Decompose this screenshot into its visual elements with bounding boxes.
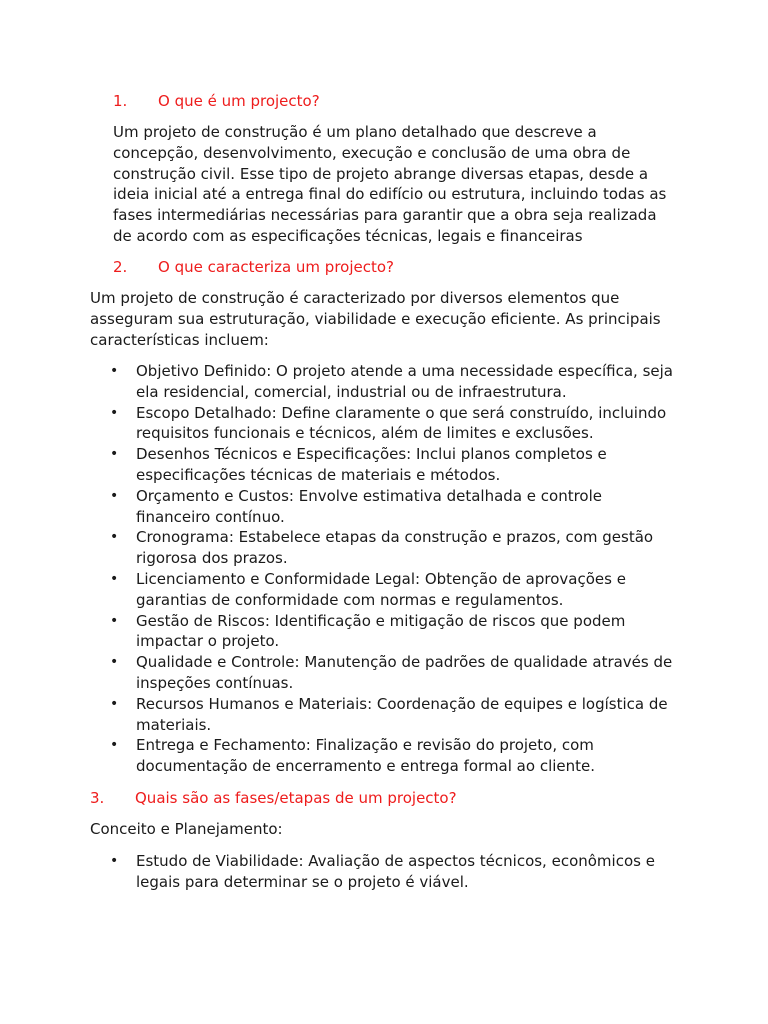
bullet-icon: •	[110, 612, 119, 629]
list-item	[90, 735, 730, 777]
list-item	[90, 611, 730, 653]
list-item	[90, 694, 730, 736]
list-item-text: Desenhos Técnicos e Especificações: Inclui planos completos e especificações técnicas de materiais e métodos.	[136, 445, 607, 484]
list-item	[90, 444, 730, 486]
list-item-text: Escopo Detalhado: Define claramente o que será construído, incluindo requisitos funcionais e técnicos, além de limites e exclusões.	[136, 403, 667, 443]
section-number: 3.	[90, 789, 105, 807]
bullet-icon: •	[110, 529, 119, 546]
section-heading-1	[113, 91, 320, 111]
bullet-icon: •	[110, 363, 119, 379]
section-number: 1.	[113, 92, 128, 110]
section-3-paragraph: Conceito e Planejamento:	[90, 820, 283, 838]
list-item-text: Orçamento e Custos: Envolve estimativa detalhada e controle financeiro contínuo.	[136, 486, 602, 526]
section-title: O que caracteriza um projecto?	[158, 258, 395, 276]
list-item-text: Cronograma: Estabelece etapas da construção e prazos, com gestão rigorosa dos prazos.	[136, 528, 654, 568]
bullet-icon: •	[110, 654, 119, 671]
section-number: 2.	[113, 258, 128, 276]
list-item	[90, 652, 730, 694]
bullet-icon: •	[110, 737, 119, 754]
list-item	[90, 361, 730, 403]
list-item-text: Entrega e Fechamento: Finalização e revisão do projeto, com documentação de encerramento e entrega formal ao cliente.	[136, 736, 596, 776]
section-title: O que é um projecto?	[158, 92, 320, 110]
bullet-icon: •	[110, 853, 119, 869]
list-item	[90, 527, 730, 569]
list-item-text: Objetivo Definido: O projeto atende a uma necessidade específica, seja ela residencial, comercial, industrial ou de infraestrutura.	[136, 362, 673, 401]
list-item	[90, 403, 730, 445]
characteristics-list	[90, 361, 730, 777]
list-item	[90, 569, 730, 611]
list-item-text: Licenciamento e Conformidade Legal: Obtenção de aprovações e garantias de conformidade com normas e regulamentos.	[136, 569, 626, 609]
section-heading-3	[90, 788, 457, 808]
bullet-icon: •	[110, 487, 119, 504]
list-item	[90, 851, 730, 893]
bullet-icon: •	[110, 404, 119, 421]
phases-list	[90, 851, 730, 893]
bullet-icon: •	[110, 570, 119, 587]
list-item-text: Gestão de Riscos: Identificação e mitigação de riscos que podem impactar o projeto.	[136, 611, 626, 651]
section-heading-2	[113, 257, 395, 277]
section-title: Quais são as fases/etapas de um projecto?	[135, 789, 457, 807]
list-item-text: Qualidade e Controle: Manutenção de padrões de qualidade através de inspeções contínuas.	[136, 653, 673, 692]
list-item	[90, 486, 730, 528]
section-1-paragraph: Um projeto de construção é um plano detalhado que descreve a concepção, desenvolvimento, execução e conclusão de uma obra de construção civil. Esse tipo de projeto abrange diversas etapas, desde a ideia inicial até a entrega final do edifício ou estrutura, incluindo todas as fases intermediárias necessárias para garantir que a obra seja realizada de acordo com as especificações técnicas, legais e financeiras	[113, 123, 667, 245]
bullet-icon: •	[110, 446, 119, 463]
list-item-text: Estudo de Viabilidade: Avaliação de aspectos técnicos, econômicos e legais para determinar se o projeto é viável.	[136, 852, 655, 891]
bullet-icon: •	[110, 695, 119, 712]
section-2-paragraph: Um projeto de construção é caracterizado por diversos elementos que asseguram sua estruturação, viabilidade e execução eficiente. As principais características incluem:	[90, 289, 661, 349]
list-item-text: Recursos Humanos e Materiais: Coordenação de equipes e logística de materiais.	[136, 694, 668, 734]
